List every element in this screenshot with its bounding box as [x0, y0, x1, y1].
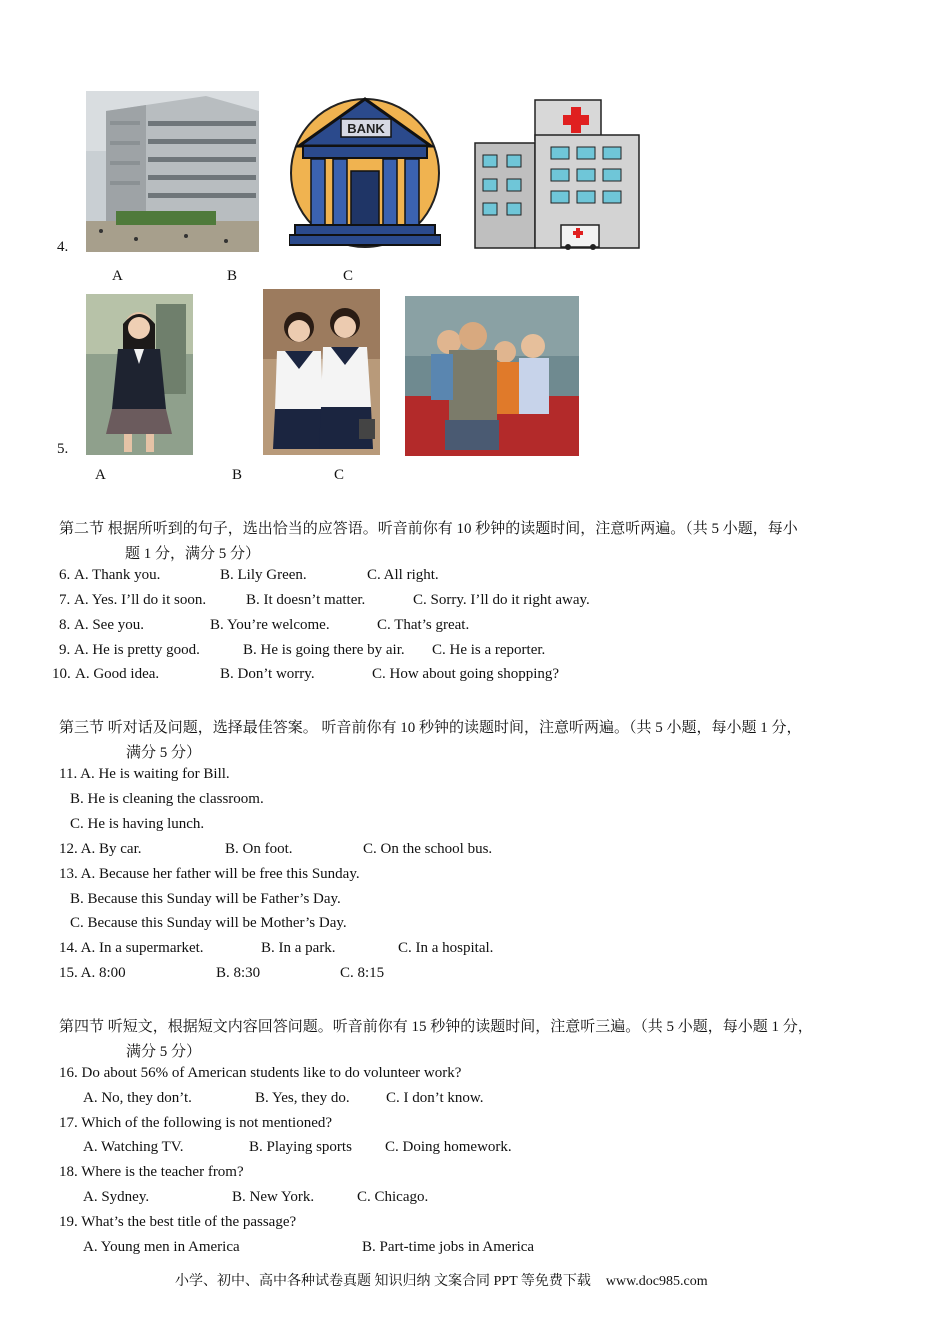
q18-question: 18. Where is the teacher from?: [59, 1164, 244, 1180]
family-photo-image: [405, 296, 579, 456]
q18-option-a: A. Sydney.: [83, 1189, 150, 1205]
q10-option-a: A. Good idea.: [75, 666, 160, 682]
q12-option-a: 12. A. By car.: [59, 841, 142, 857]
q8-option-c: C. That’s great.: [377, 617, 470, 633]
q7-option-b: B. It doesn’t matter.: [246, 592, 366, 608]
q6-number: 6.: [59, 567, 71, 583]
q6-option-b: B. Lily Green.: [220, 567, 307, 583]
q17-question: 17. Which of the following is not mentioned?: [59, 1115, 333, 1131]
footer: [175, 1270, 708, 1290]
bank-building-image: [289, 91, 441, 252]
q5-option-b-label: B: [232, 467, 243, 483]
q8-option-a: A. See you.: [74, 617, 144, 633]
q9-option-c: C. He is a reporter.: [432, 642, 546, 658]
q14-option-c: C. In a hospital.: [398, 940, 494, 956]
q15-option-c: C. 8:15: [340, 965, 385, 981]
q17-option-a: A. Watching TV.: [83, 1139, 184, 1155]
q7-option-c: C. Sorry. I’ll do it right away.: [413, 592, 590, 608]
q7-option-a: A. Yes. I’ll do it soon.: [74, 592, 207, 608]
q4-option-b-label: B: [227, 268, 238, 284]
section-2-heading: 第二节 根据所听到的句子，选出恰当的应答语。听音前你有 10 秒钟的读题时间，注意听两遍。（共 5 小题，每小: [59, 521, 798, 537]
q10-option-b: B. Don’t worry.: [220, 666, 315, 682]
q9-option-a: A. He is pretty good.: [74, 642, 200, 658]
q15-option-b: B. 8:30: [216, 965, 261, 981]
q11-option-b: B. He is cleaning the classroom.: [70, 791, 264, 807]
q17-option-b: B. Playing sports: [249, 1139, 352, 1155]
section-4-heading-cont: 满分 5 分）: [126, 1044, 202, 1060]
q11-option-c: C. He is having lunch.: [70, 816, 205, 832]
q4-option-c-label: C: [343, 268, 354, 284]
q15-option-a: 15. A. 8:00: [59, 965, 126, 981]
section-4-heading: 第四节 听短文，根据短文内容回答问题。听音前你有 15 秒钟的读题时间，注意听三遍。（共 5 小题，每小题 1 分，: [59, 1019, 813, 1035]
q13-option-c: C. Because this Sunday will be Mother’s Day.: [70, 915, 347, 931]
q16-option-c: C. I don’t know.: [386, 1090, 484, 1106]
footer-link[interactable]: www.doc985.com: [605, 1274, 708, 1289]
q12-option-b: B. On foot.: [225, 841, 293, 857]
q12-option-c: C. On the school bus.: [363, 841, 493, 857]
q11-option-a: 11. A. He is waiting for Bill.: [59, 766, 230, 782]
q14-option-a: 14. A. In a supermarket.: [59, 940, 204, 956]
q17-option-c: C. Doing homework.: [385, 1139, 512, 1155]
q13-option-b: B. Because this Sunday will be Father’s Day.: [70, 891, 341, 907]
q18-option-c: C. Chicago.: [357, 1189, 429, 1205]
q19-option-a: A. Young men in America: [83, 1239, 240, 1255]
q8-number: 8.: [59, 617, 71, 633]
single-student-image: [86, 294, 193, 455]
q18-option-b: B. New York.: [232, 1189, 315, 1205]
hospital-building-image: [473, 95, 641, 252]
section-2-heading-cont: 题 1 分，满分 5 分）: [125, 546, 261, 562]
q7-number: 7.: [59, 592, 71, 608]
question-number-4: 4.: [57, 239, 69, 255]
q6-option-a: A. Thank you.: [74, 567, 161, 583]
q5-option-a-label: A: [95, 467, 106, 483]
q9-option-b: B. He is going there by air.: [243, 642, 405, 658]
q19-question: 19. What’s the best title of the passage?: [59, 1214, 297, 1230]
q5-option-c-label: C: [334, 467, 345, 483]
question-number-5: 5.: [57, 441, 69, 457]
q9-number: 9.: [59, 642, 71, 658]
q8-option-b: B. You’re welcome.: [210, 617, 330, 633]
section-3-heading: 第三节 听对话及问题，选择最佳答案。 听音前你有 10 秒钟的读题时间，注意听两遍。（共 5 小题，每小题 1 分，: [59, 720, 802, 736]
section-3-heading-cont: 满分 5 分）: [126, 745, 202, 761]
q16-question: 16. Do about 56% of American students like to do volunteer work?: [59, 1065, 462, 1081]
school-building-image: [86, 91, 259, 252]
q10-option-c: C. How about going shopping?: [372, 666, 560, 682]
footer-text: 小学、初中、高中各种试卷真题 知识归纳 文案合同 PPT 等免费下载: [175, 1274, 591, 1289]
q4-option-a-label: A: [112, 268, 123, 284]
q10-number: 10.: [52, 666, 71, 682]
q6-option-c: C. All right.: [367, 567, 439, 583]
q16-option-a: A. No, they don’t.: [83, 1090, 192, 1106]
q13-option-a: 13. A. Because her father will be free this Sunday.: [59, 866, 360, 882]
two-students-image: [263, 289, 380, 455]
q16-option-b: B. Yes, they do.: [255, 1090, 350, 1106]
q19-option-b: B. Part-time jobs in America: [362, 1239, 535, 1255]
q14-option-b: B. In a park.: [261, 940, 336, 956]
bank-sign-text: BANK: [347, 121, 385, 136]
